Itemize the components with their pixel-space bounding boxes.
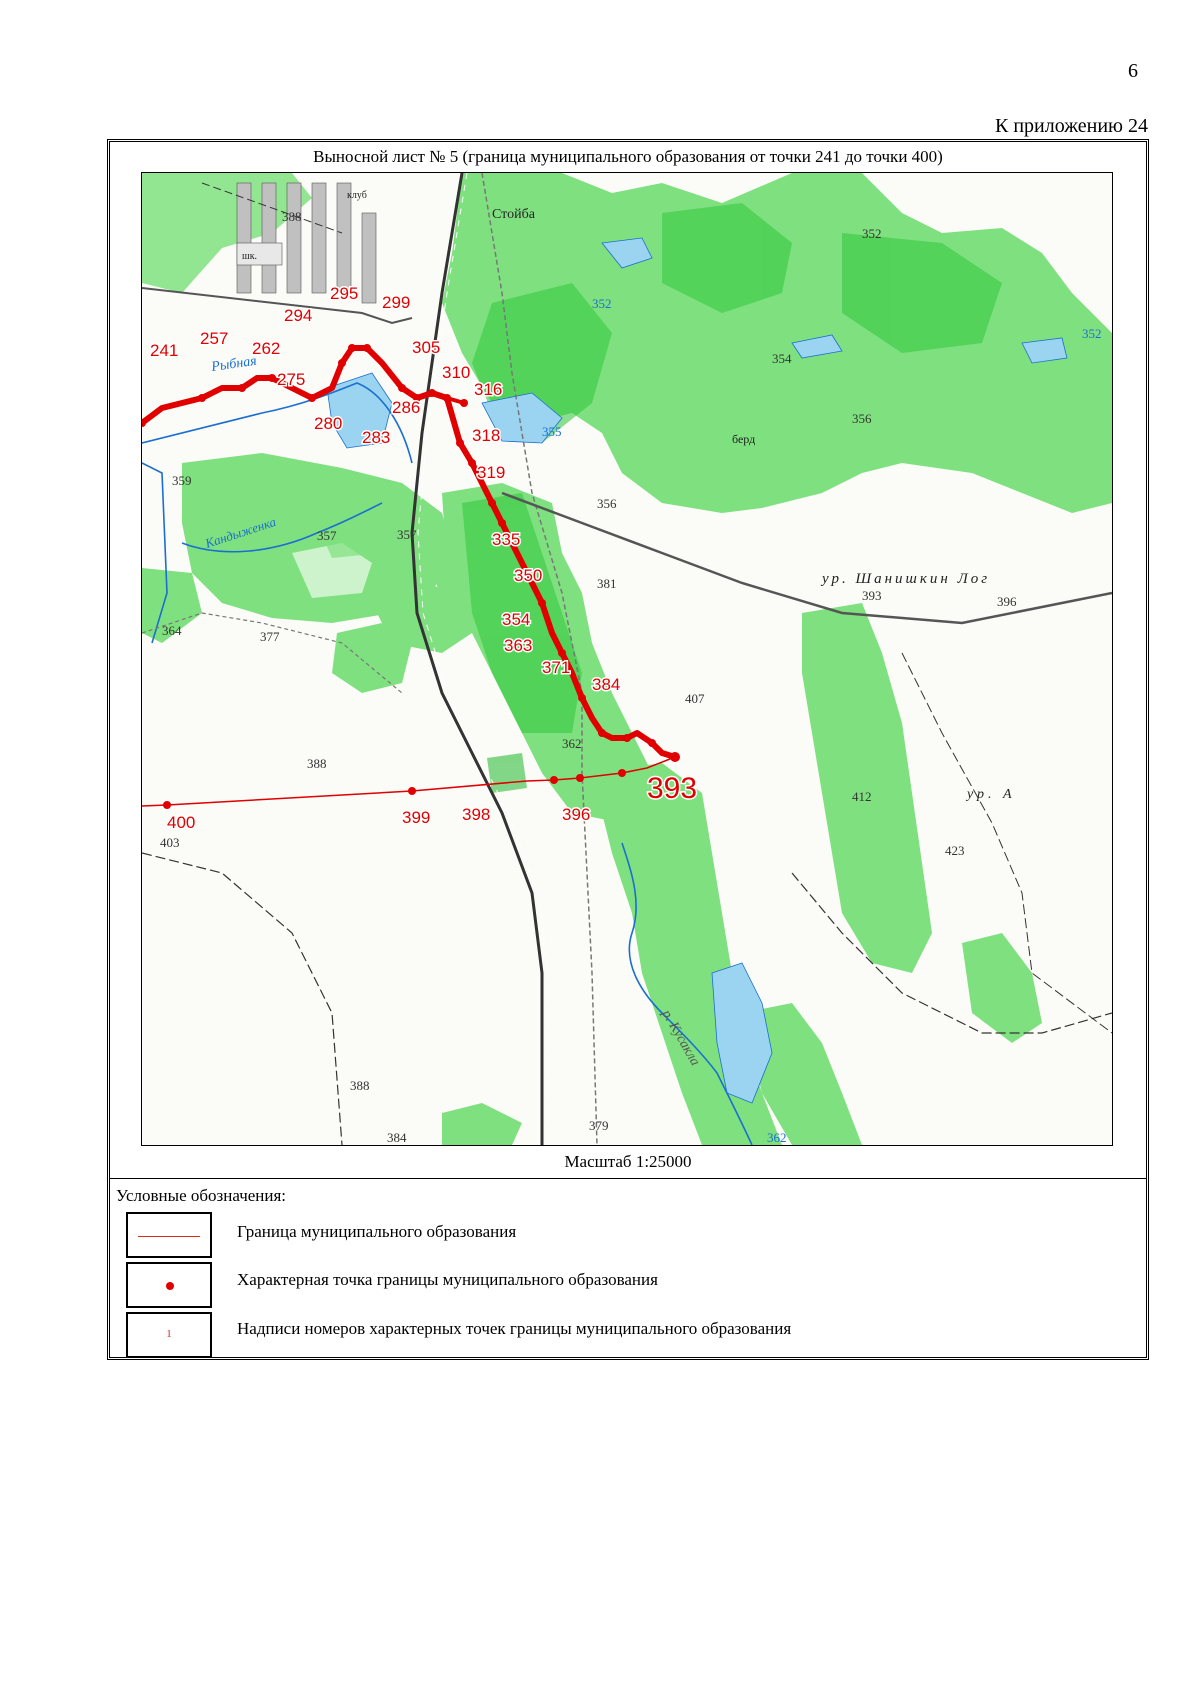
elevation-mark: 379 — [589, 1118, 609, 1133]
place-shanishkin-log: ур. Шанишкин Лог — [822, 571, 991, 587]
elevation-mark: 377 — [260, 629, 280, 644]
elevation-mark: 423 — [945, 843, 965, 858]
elevation-mark: 357 — [397, 527, 417, 542]
point-number-sample: 1 — [166, 1328, 172, 1340]
page-number: 6 — [1128, 60, 1138, 82]
elevation-mark: 352 — [862, 226, 882, 241]
point-label-400: 400 — [167, 813, 196, 832]
point-label-384: 384 — [592, 675, 621, 694]
elevation-mark: 356 — [597, 496, 617, 511]
place-club: клуб — [347, 190, 367, 201]
elevation-mark: 396 — [997, 594, 1017, 609]
elevation-mark: 355 — [542, 424, 562, 439]
point-label-257: 257 — [200, 329, 229, 348]
place-river-kusakla: р. Кусакла — [658, 1007, 703, 1069]
elevation-mark: 381 — [597, 576, 617, 591]
place-ur-a: ур. А — [967, 787, 1016, 802]
elevation-mark: 403 — [160, 835, 180, 850]
elevation-mark: 352 — [592, 296, 612, 311]
point-label-399: 399 — [402, 808, 431, 827]
elevation-mark: 388 — [350, 1078, 370, 1093]
place-rybnaya: Рыбная — [210, 353, 258, 375]
elevation-mark: 388 — [282, 209, 302, 224]
point-label-316: 316 — [474, 380, 503, 399]
point-label-283: 283 — [362, 428, 391, 447]
point-label-286: 286 — [392, 398, 421, 417]
point-label-305: 305 — [412, 338, 441, 357]
point-label-319: 319 — [477, 463, 506, 482]
legend-label-boundary-point: Характерная точка границы муниципального образования — [237, 1270, 658, 1289]
boundary-line-icon — [138, 1236, 200, 1237]
elevation-mark: 412 — [852, 789, 872, 804]
elevation-mark: 356 — [852, 411, 872, 426]
point-label-262: 262 — [252, 339, 281, 358]
map-scale: Масштаб 1:25000 — [564, 1152, 692, 1171]
boundary-point-icon — [166, 1282, 174, 1290]
point-label-398: 398 — [462, 805, 491, 824]
point-label-299: 299 — [382, 293, 411, 312]
point-label-363: 363 — [504, 636, 533, 655]
point-label-371: 371 — [542, 658, 571, 677]
point-label-241: 241 — [150, 341, 179, 360]
elevation-mark: 357 — [317, 528, 337, 543]
point-label-294: 294 — [284, 306, 313, 325]
point-label-350: 350 — [514, 566, 543, 585]
point-label-295: 295 — [330, 284, 359, 303]
elevation-mark: 359 — [172, 473, 192, 488]
point-label-396: 396 — [562, 805, 591, 824]
legend-symbol-point-number — [126, 1312, 212, 1358]
legend-label-boundary-line: Граница муниципального образования — [237, 1222, 517, 1241]
elevation-mark: 362 — [562, 736, 582, 751]
sheet-title: Выносной лист № 5 (граница муниципального образования от точки 241 до точки 400) — [313, 147, 943, 166]
elevation-mark: 407 — [685, 691, 705, 706]
place-school: шк. — [242, 251, 258, 262]
point-label-310: 310 — [442, 363, 471, 382]
place-kandyzhenka: Кандыженка — [203, 513, 278, 551]
elevation-mark: 364 — [162, 623, 182, 638]
point-label-275: 275 — [277, 370, 306, 389]
elevation-mark: 362 — [767, 1130, 787, 1145]
point-label-280: 280 — [314, 414, 343, 433]
point-label-393: 393 — [647, 772, 698, 805]
legend-label-point-number: Надписи номеров характерных точек границы муниципального образования — [237, 1319, 792, 1338]
sheet-frame — [107, 139, 1149, 1360]
elevation-mark: 388 — [307, 756, 327, 771]
point-label-318: 318 — [472, 426, 501, 445]
map-svg — [142, 173, 1112, 1145]
appendix-reference: К приложению 24 — [994, 115, 1148, 137]
legend-symbol-boundary-line — [126, 1212, 212, 1258]
legend-title: Условные обозначения: — [116, 1186, 287, 1205]
point-label-335: 335 — [492, 530, 521, 549]
elevation-mark: 354 — [772, 351, 792, 366]
elevation-mark: 384 — [387, 1130, 407, 1145]
point-label-354: 354 — [502, 610, 531, 629]
legend-symbol-boundary-point — [126, 1262, 212, 1308]
place-berd: берд — [732, 432, 756, 446]
place-stoiba: Стойба — [492, 207, 535, 222]
legend-divider — [110, 1178, 1146, 1179]
elevation-mark: 393 — [862, 588, 882, 603]
elevation-mark: 352 — [1082, 326, 1102, 341]
map-view[interactable] — [141, 172, 1113, 1146]
